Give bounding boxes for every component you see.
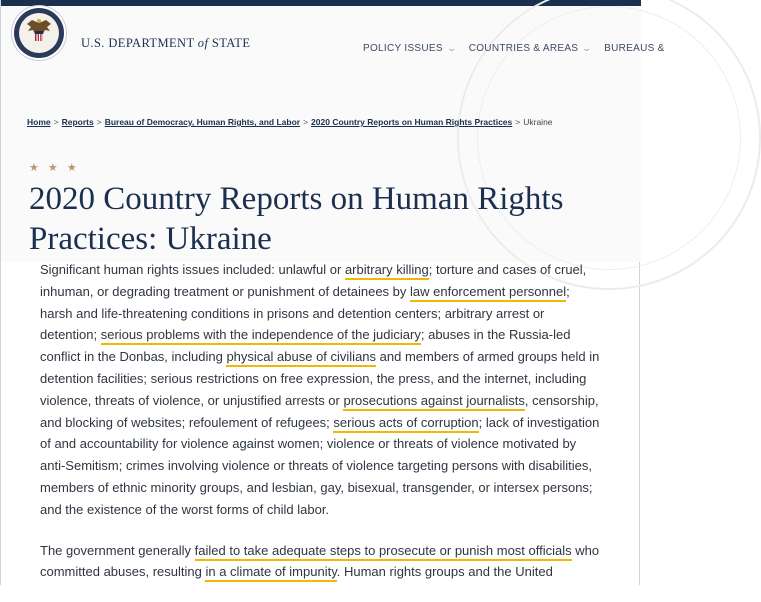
report-body [40, 259, 600, 602]
department-wordmark[interactable] [81, 36, 250, 51]
highlighted-phrase: serious problems with the independence of the judiciary [101, 327, 421, 345]
body-text: ; abuses in the Russia-led conflict in the Donbas, including [40, 327, 571, 365]
breadcrumb-home[interactable]: Home [27, 117, 51, 127]
body-text: who committed abuses, resulting [40, 542, 600, 580]
breadcrumb-separator: > [96, 117, 102, 127]
body-text: The government generally [40, 542, 195, 558]
nav-countries-areas[interactable] [469, 43, 591, 54]
brand-suffix: STATE [208, 36, 251, 50]
breadcrumb-bureau[interactable]: Bureau of Democracy, Human Rights, and Labor [104, 117, 301, 127]
highlighted-phrase: in a climate of impunity [205, 564, 336, 582]
nav-bureaus[interactable] [604, 43, 665, 54]
highlighted-phrase: physical abuse of civilians [226, 349, 376, 367]
breadcrumb-country-reports[interactable]: 2020 Country Reports on Human Rights Practices [311, 117, 513, 127]
highlighted-phrase: law enforcement personnel [410, 284, 566, 302]
body-text: ; lack of investigation of and accountability for violence against women; violence or threats of violence motivated by anti-Semitism; crimes involving violence or threats of violence targeting persons with disabilities, members of ethnic minority groups, and lesbian, gay, bisexual, transgender, or intersex persons; and the existence of the worst forms of child labor. [40, 414, 600, 517]
brand-of: of [197, 36, 209, 50]
chevron-down-icon: ⌄ [581, 43, 593, 53]
department-seal-logo[interactable] [14, 8, 64, 58]
breadcrumb-current: Ukraine [523, 117, 553, 127]
main-nav [363, 38, 678, 56]
breadcrumb-separator: > [53, 117, 59, 127]
page-title: 2020 Country Reports on Human Rights Practices: Ukraine [29, 181, 564, 257]
highlighted-phrase: prosecutions against journalists [343, 393, 524, 411]
breadcrumb-reports[interactable]: Reports [61, 117, 94, 127]
site-header [1, 6, 665, 262]
eagle-icon [24, 17, 54, 49]
body-text: and members of armed groups held in detention facilities; serious restrictions on free expression, the press, and the internet, including violence, threats of violence, or unjustified arrests or [40, 349, 600, 408]
highlighted-phrase: arbitrary killing [345, 262, 429, 280]
body-text: , censorship, and blocking of websites; refoulement of refugees; [40, 392, 599, 430]
breadcrumb-separator: > [303, 117, 309, 127]
breadcrumb [27, 117, 553, 127]
body-text: ; torture and cases of cruel, inhuman, or degrading treatment or punishment of detainees by [40, 262, 587, 299]
nav-label: POLICY ISSUES [363, 43, 443, 54]
nav-policy-issues[interactable] [363, 43, 456, 54]
breadcrumb-separator: > [515, 117, 521, 127]
body-text: ; harsh and life-threatening conditions in prisons and detention centers; arbitrary arrest or detention; [40, 283, 570, 343]
highlighted-phrase: serious acts of corruption [333, 415, 478, 433]
body-text: Significant human rights issues included: unlawful or [40, 262, 345, 277]
brand-prefix: U.S. DEPARTMENT [81, 36, 198, 50]
chevron-down-icon: ⌄ [446, 43, 458, 53]
paragraph-significant-issues [40, 259, 600, 521]
paragraph-government-response [40, 540, 600, 584]
nav-label: BUREAUS & [604, 43, 665, 54]
body-text: . Human rights groups and the United [336, 564, 553, 580]
decorative-stars: ★ ★ ★ [29, 162, 80, 174]
highlighted-phrase: failed to take adequate steps to prosecute or punish most officials [195, 543, 572, 561]
nav-label: COUNTRIES & AREAS [468, 43, 579, 54]
